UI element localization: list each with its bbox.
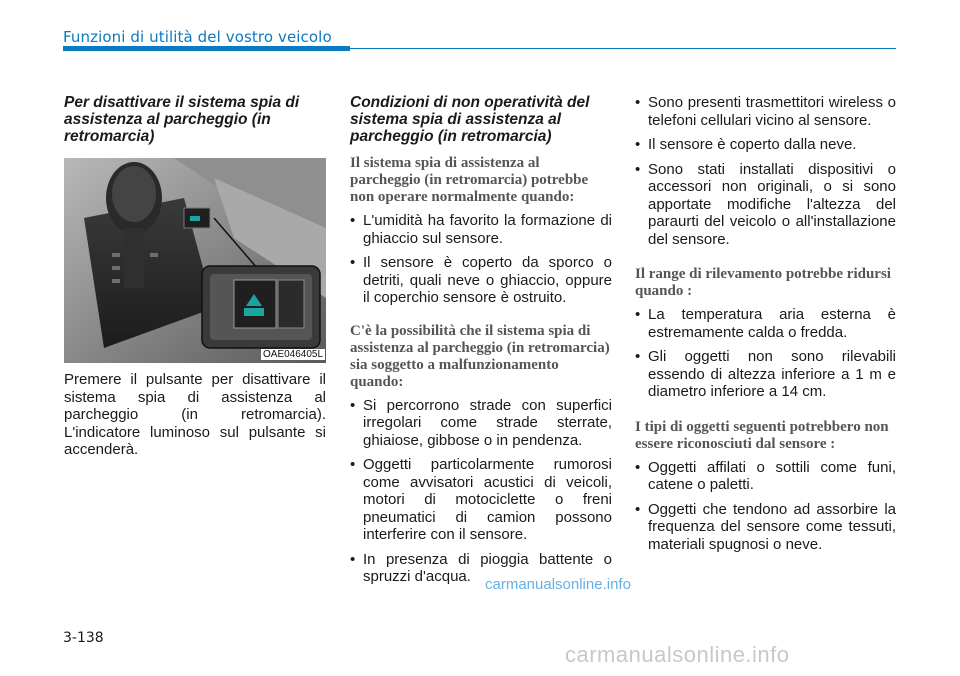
middle-list-2 [350, 397, 612, 586]
middle-heading: Condizioni di non operatività del sistema spia di assistenza al parcheggio (in retromarcia) [350, 94, 590, 145]
middle-list-1 [350, 212, 612, 307]
middle-column [350, 94, 612, 593]
list-item: • L'umidità ha favorito la formazione di ghiaccio sul sensore. [350, 212, 612, 247]
left-column [64, 94, 326, 145]
right-list-1 [635, 94, 896, 248]
parking-button-photo [64, 158, 326, 363]
header-accent-bar [63, 46, 350, 51]
left-paragraph: Premere il pulsante per disattivare il sistema spia di assistenza al parcheggio (in retromarcia). L'indicatore luminoso sul pulsante si accenderà. [64, 371, 326, 458]
list-item: • Sono presenti trasmettitori wireless o telefoni cellulari vicino al sensore. [635, 94, 896, 129]
middle-subheading-2: C'è la possibilità che il sistema spia di assistenza al parcheggio (in retromarcia) sia soggetto a malfunzionamento quando: [350, 322, 610, 390]
right-column [635, 94, 896, 560]
header-rule [350, 48, 896, 49]
section-header-title: Funzioni di utilità del vostro veicolo [63, 28, 332, 46]
list-item: • La temperatura aria esterna è estremamente calda o fredda. [635, 306, 896, 341]
middle-subheading-1: Il sistema spia di assistenza al parcheggio (in retromarcia) potrebbe non operare normalmente quando: [350, 155, 589, 205]
right-subheading-2: Il range di rilevamento potrebbe ridursi quando : [635, 266, 891, 299]
image-caption: OAE046405L [263, 349, 324, 360]
gear-console-illustration [64, 158, 326, 363]
list-item: • Il sensore è coperto dalla neve. [635, 136, 896, 154]
right-subheading-3: I tipi di oggetti seguenti potrebbero non essere riconosciuti dal sensore : [635, 418, 889, 452]
list-item: • Oggetti particolarmente rumorosi come avvisatori acustici di veicoli, motori di motociclette o freni pneumatici di camion possono interferire con il sensore. [350, 456, 612, 544]
list-item: • Il sensore è coperto da sporco o detriti, quali neve o ghiaccio, oppure il coperchio sensore è ostruito. [350, 254, 612, 307]
list-item: • Oggetti che tendono ad assorbire la frequenza del sensore come tessuti, materiali spugnosi o neve. [635, 501, 896, 554]
watermark-link[interactable]: carmanualsonline.info [485, 576, 631, 593]
right-list-2 [635, 306, 896, 401]
list-item: • Sono stati installati dispositivi o accessori non originali, o si sono apportate modifiche l'altezza del paraurti del veicolo o all'installazione del sensore. [635, 161, 896, 249]
watermark-logo: carmanualsonline.info [565, 642, 790, 667]
list-item: • In presenza di pioggia battente o spruzzi d'acqua. [350, 551, 612, 586]
left-heading: Per disattivare il sistema spia di assistenza al parcheggio (in retromarcia) [64, 94, 300, 145]
list-item: • Gli oggetti non sono rilevabili essendo di altezza inferiore a 1 m e diametro inferiore a 14 cm. [635, 348, 896, 401]
list-item: • Si percorrono strade con superfici irregolari come strade sterrate, ghiaiose, gibbose o in pendenza. [350, 397, 612, 450]
left-body [64, 371, 326, 459]
list-item: • Oggetti affilati o sottili come funi, catene o paletti. [635, 459, 896, 494]
page-number: 3-138 [63, 630, 104, 646]
right-list-3 [635, 459, 896, 554]
